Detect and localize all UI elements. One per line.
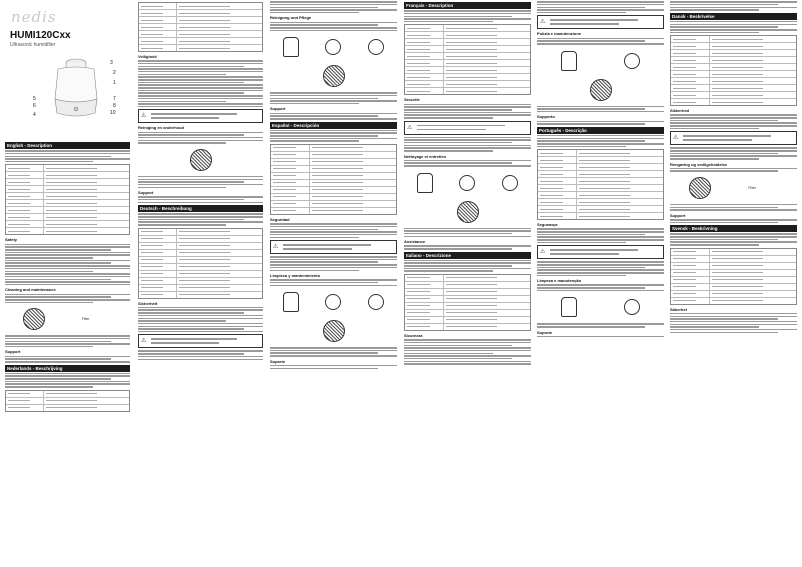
callout-1: 1 bbox=[113, 80, 116, 86]
english-filter-figure bbox=[5, 306, 130, 332]
spanish-support-heading: Soporte bbox=[270, 358, 286, 364]
german-cleaning-heading: Reinigung und Pflege bbox=[270, 15, 312, 21]
column-3 bbox=[270, 0, 397, 567]
unit-icon bbox=[561, 51, 577, 71]
french-header: Français - Description bbox=[404, 2, 531, 9]
dutch-support-heading: Support bbox=[138, 190, 154, 196]
portuguese-parts-table bbox=[537, 149, 664, 220]
callout-8: 8 bbox=[113, 103, 116, 109]
french-filter-figure bbox=[404, 199, 531, 225]
humidifier-illustration bbox=[45, 55, 107, 121]
filter-icon bbox=[190, 149, 212, 171]
spanish-cleaning-heading: Limpieza y mantenimiento bbox=[270, 273, 321, 278]
dial-icon bbox=[325, 39, 341, 55]
italian-warning-box bbox=[537, 15, 664, 29]
danish-safety-heading: Sikkerhed bbox=[670, 108, 690, 114]
french-support-heading: Assistance bbox=[404, 239, 426, 245]
english-parts-table bbox=[5, 164, 130, 235]
warning-icon: ⚠ bbox=[540, 249, 546, 256]
spanish-safety-heading: Seguridad bbox=[270, 216, 290, 222]
danish-warning-box bbox=[670, 131, 797, 145]
column-4 bbox=[404, 0, 531, 567]
portuguese-support-heading: Suporte bbox=[537, 329, 553, 335]
dutch-parts-table-start bbox=[5, 390, 130, 412]
column-1 bbox=[5, 0, 130, 567]
spanish-figure-row bbox=[270, 289, 397, 315]
french-safety-heading: Sécurité bbox=[404, 97, 420, 103]
warning-icon: ⚠ bbox=[673, 135, 679, 142]
warning-icon: ⚠ bbox=[540, 19, 546, 26]
italian-header: Italiano - Descrizione bbox=[404, 252, 531, 259]
column-2 bbox=[138, 0, 263, 567]
filter-icon bbox=[323, 320, 345, 342]
english-support-heading: Support bbox=[5, 349, 21, 355]
filter-icon bbox=[23, 308, 45, 330]
dutch-parts-table-cont bbox=[138, 2, 263, 52]
french-parts-table bbox=[404, 24, 531, 95]
dutch-filter-figure bbox=[138, 147, 263, 173]
danish-header: Dansk - Beskrivelse bbox=[670, 13, 797, 20]
warning-icon: ⚠ bbox=[407, 124, 413, 131]
dutch-cleaning-heading: Reiniging en onderhoud bbox=[138, 125, 184, 131]
callout-10: 10 bbox=[110, 110, 116, 116]
warning-icon: ⚠ bbox=[273, 244, 279, 251]
danish-parts-table bbox=[670, 35, 797, 106]
italian-parts-table bbox=[404, 274, 531, 331]
portuguese-cleaning-heading: Limpeza e manutenção bbox=[537, 278, 582, 284]
dial-icon bbox=[502, 175, 518, 191]
dutch-header: Nederlands - Beschrijving bbox=[5, 365, 130, 372]
italian-safety-heading: Sicurezza bbox=[404, 332, 423, 338]
warning-icon: ⚠ bbox=[141, 113, 147, 120]
callout-3: 3 bbox=[110, 60, 113, 66]
dial-icon bbox=[368, 294, 384, 310]
product-subtitle: Ultrasonic humidifier bbox=[10, 42, 56, 48]
filter-label: Filter bbox=[748, 185, 757, 190]
callout-2: 2 bbox=[113, 70, 116, 76]
filter-icon bbox=[689, 177, 711, 199]
callout-6: 6 bbox=[33, 103, 36, 109]
italian-figure-row bbox=[537, 48, 664, 74]
danish-cleaning-heading: Rengøring og vedligeholdelse bbox=[670, 161, 728, 167]
english-header: English - Description bbox=[5, 142, 130, 149]
english-safety-heading: Safety bbox=[5, 237, 18, 243]
dial-icon bbox=[368, 39, 384, 55]
dutch-safety-heading: Veiligheid bbox=[138, 54, 157, 59]
filter-icon bbox=[323, 65, 345, 87]
dial-icon bbox=[624, 299, 640, 315]
column-5 bbox=[537, 0, 664, 567]
german-filter-figure bbox=[270, 63, 397, 89]
callout-7: 7 bbox=[113, 96, 116, 102]
dutch-warning-box bbox=[138, 109, 263, 123]
filter-icon bbox=[590, 79, 612, 101]
unit-icon bbox=[283, 292, 299, 312]
german-header: Deutsch - Beschreibung bbox=[138, 205, 263, 212]
english-section bbox=[5, 140, 130, 414]
filter-icon bbox=[457, 201, 479, 223]
dial-icon bbox=[459, 175, 475, 191]
swedish-safety-heading: Säkerhet bbox=[670, 306, 687, 312]
portuguese-warning-box bbox=[537, 245, 664, 259]
french-figure-row bbox=[404, 170, 531, 196]
dial-icon bbox=[325, 294, 341, 310]
german-figure-row bbox=[270, 34, 397, 60]
filter-label: Filter bbox=[81, 317, 90, 322]
english-cleaning-heading: Cleaning and maintenance bbox=[5, 287, 56, 293]
unit-icon bbox=[283, 37, 299, 57]
unit-icon bbox=[417, 173, 433, 193]
danish-filter-figure bbox=[670, 175, 797, 201]
dial-icon bbox=[624, 53, 640, 69]
spanish-header: Español - Descripción bbox=[270, 122, 397, 129]
model-title: HUMI120Cxx bbox=[10, 30, 71, 41]
german-safety-heading: Sicherheit bbox=[138, 300, 158, 306]
italian-support-heading: Supporto bbox=[537, 114, 555, 120]
portuguese-figure-row bbox=[537, 294, 664, 320]
spanish-parts-table bbox=[270, 144, 397, 215]
spanish-warning-box bbox=[270, 240, 397, 254]
portuguese-header: Português - Descrição bbox=[537, 127, 664, 134]
french-cleaning-heading: Nettoyage et entretien bbox=[404, 153, 447, 159]
brand-logo: nedis bbox=[11, 8, 57, 26]
swedish-header: Svensk - Beskrivning bbox=[670, 225, 797, 232]
italian-filter-figure bbox=[537, 77, 664, 103]
callout-5: 5 bbox=[33, 96, 36, 102]
warning-icon: ⚠ bbox=[141, 338, 147, 345]
danish-support-heading: Support bbox=[670, 212, 686, 218]
portuguese-safety-heading: Segurança bbox=[537, 222, 558, 228]
german-support-heading: Support bbox=[270, 106, 286, 112]
italian-cleaning-heading: Pulizia e manutenzione bbox=[537, 31, 582, 37]
swedish-parts-table bbox=[670, 248, 797, 305]
unit-icon bbox=[561, 297, 577, 317]
column-6 bbox=[670, 0, 797, 567]
callout-4: 4 bbox=[33, 112, 36, 118]
spanish-filter-figure bbox=[270, 318, 397, 344]
german-parts-table bbox=[138, 228, 263, 299]
german-warning-box bbox=[138, 334, 263, 348]
french-warning-box bbox=[404, 121, 531, 135]
